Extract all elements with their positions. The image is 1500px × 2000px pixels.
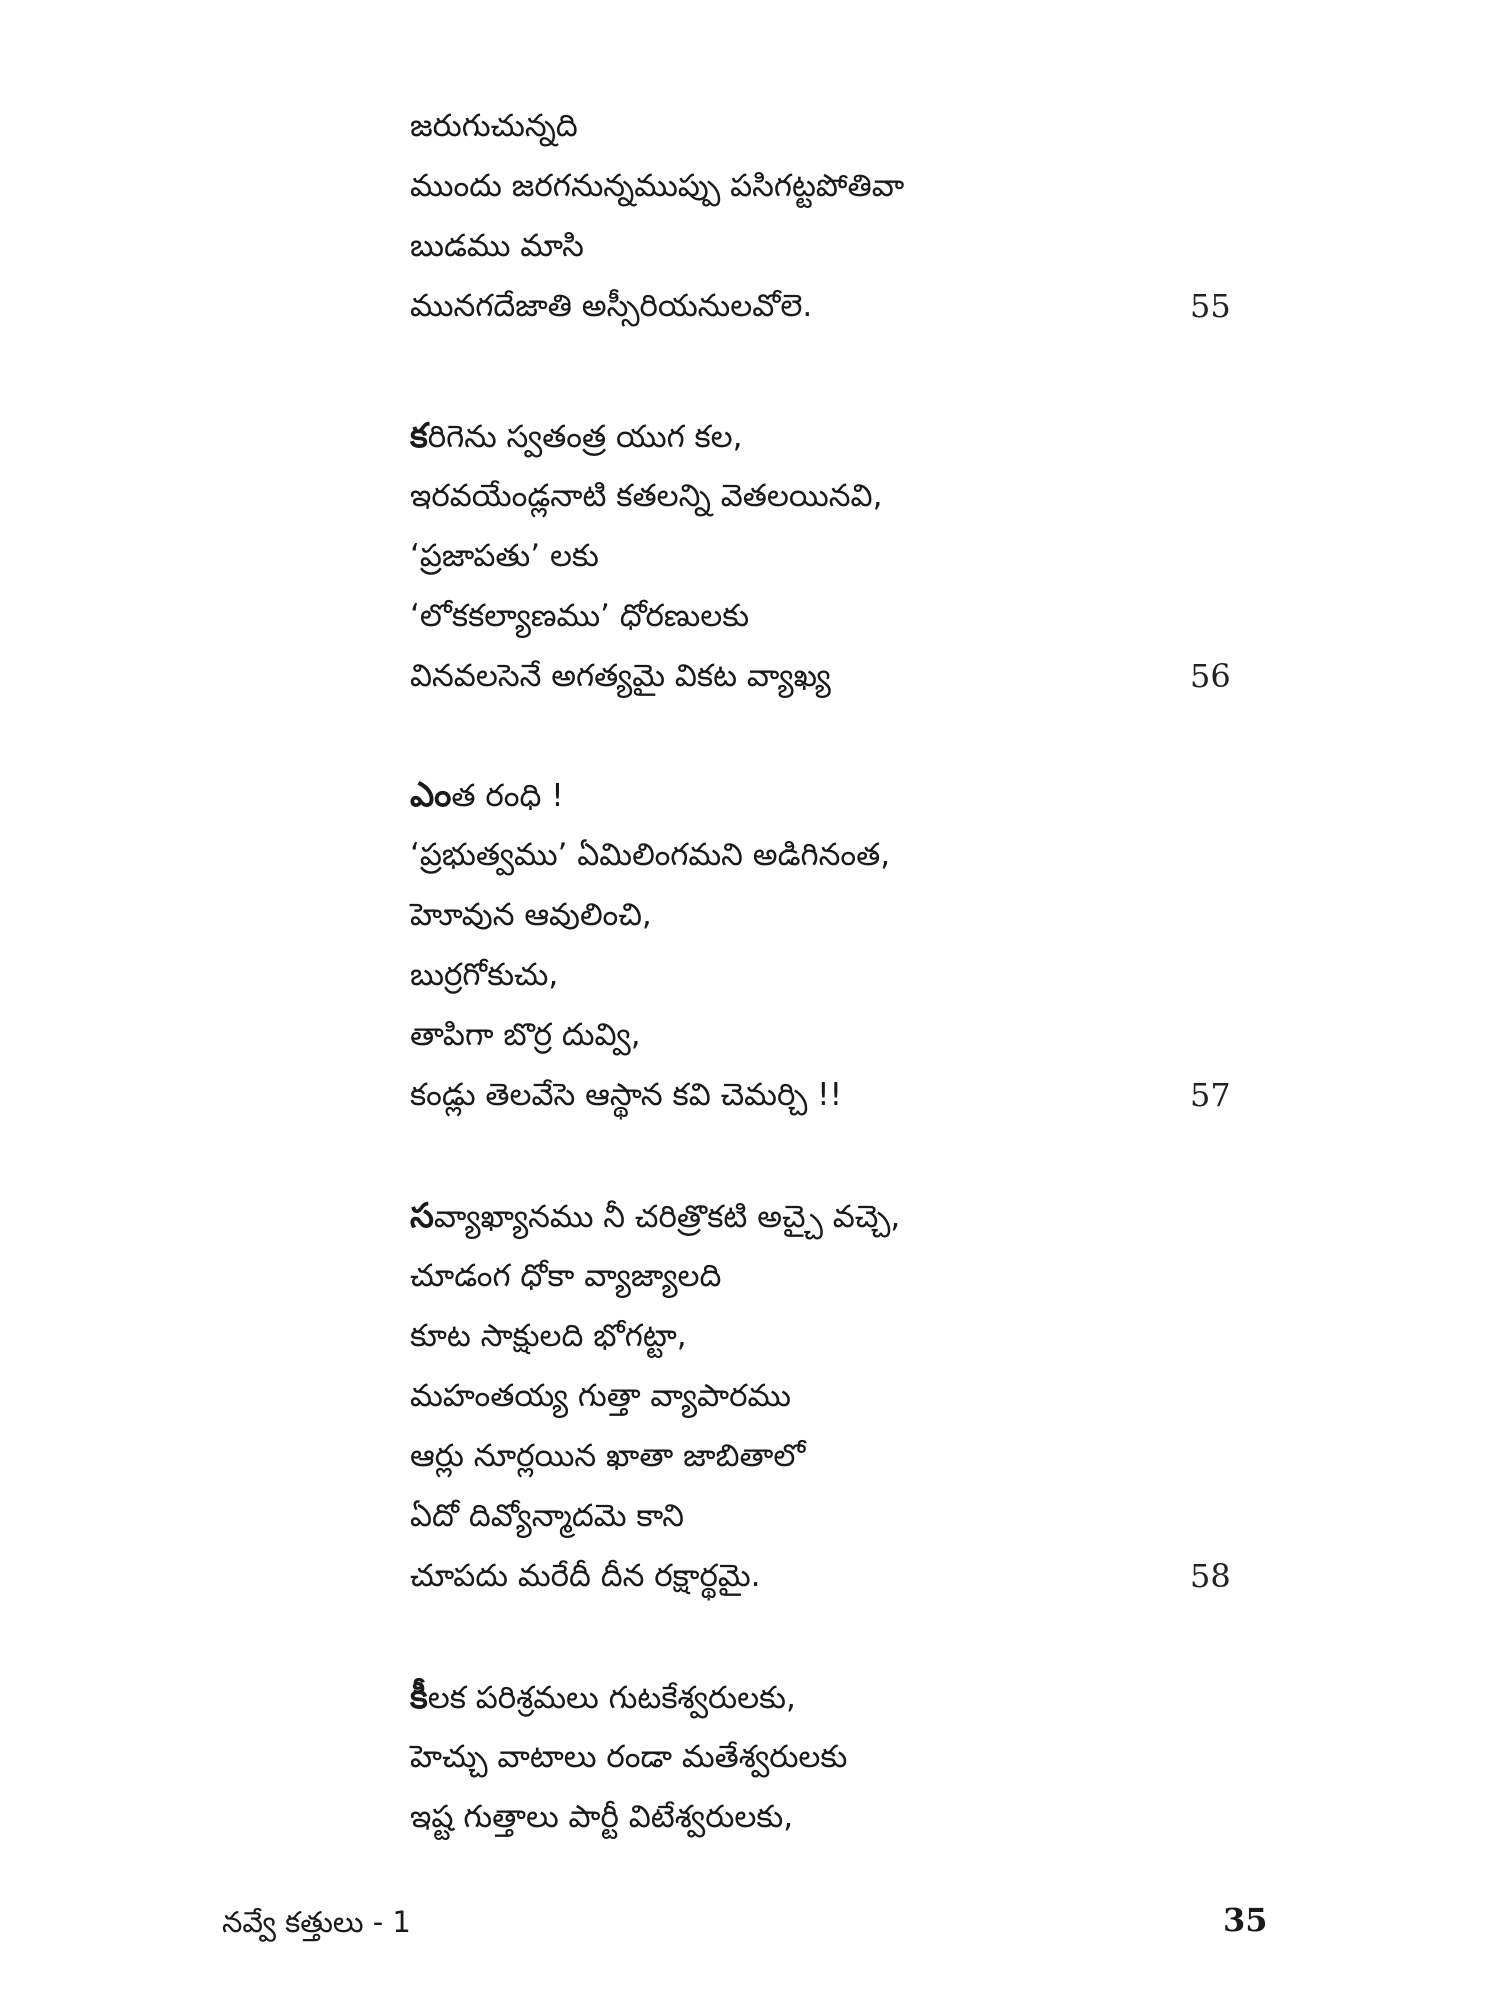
stanza-initial: స — [410, 1196, 434, 1236]
poem-line: ‘ప్రభుత్వము’ ఏమిలింగమని అడిగినంత, — [410, 837, 891, 873]
footer-page-number: 35 — [1223, 1901, 1268, 1939]
stanza-59 — [410, 1667, 1250, 1847]
stanza-initial: క — [410, 416, 428, 456]
verse-number: 57 — [1190, 1076, 1231, 1114]
poem-line: ఎంత రంధి ! — [410, 775, 564, 815]
poem-line: కూట సాక్షులది భోగట్టా, — [410, 1318, 687, 1354]
poem-line: కరిగెను స్వతంత్ర యుగ కల, — [410, 416, 743, 456]
verse-number: 58 — [1190, 1557, 1231, 1595]
poem-line: జరుగుచున్నది — [410, 108, 578, 144]
verse-number: 55 — [1190, 287, 1231, 325]
poem-line: మునగదేజాతి అస్సీరియనులవోలె. 55 — [410, 276, 1250, 336]
poem-line: కండ్లు తెలవేసె ఆస్థాన కవి చెమర్చి !! 57 — [410, 1065, 1250, 1125]
poem-line: ‘లోకకల్యాణము’ ధోరణులకు — [410, 598, 750, 634]
stanza-56 — [410, 406, 1250, 706]
poem-line: ఇష్ట గుత్తాలు పార్టీ విటేశ్వరులకు, — [410, 1799, 794, 1835]
poem-line: ఇరవయేండ్లనాటి కతలన్ని వెతలయినవి, — [410, 478, 883, 514]
footer-book-title: నవ్వే కత్తులు - 1 — [222, 1905, 411, 1939]
stanza-55 — [410, 96, 1250, 336]
poem-line: వినవలసెనే అగత్యమై వికట వ్యాఖ్య 56 — [410, 646, 1250, 706]
poem-line: చూపదు మరేదీ దీన రక్షార్థమై. 58 — [410, 1546, 1250, 1606]
poem-line: కీలక పరిశ్రమలు గుటకేశ్వరులకు, — [410, 1677, 796, 1717]
poem-line: తాపిగా బొర్ర దువ్వి, — [410, 1017, 641, 1053]
poem-line: ముందు జరగనున్నముప్పు పసిగట్టపోతివా — [410, 168, 905, 204]
poem-line: బుర్రగోకుచు, — [410, 957, 559, 993]
poem-line: హెూవున ఆవులించి, — [410, 897, 652, 933]
poem-line: హెచ్చు వాటాలు రండా మతేశ్వరులకు — [410, 1739, 848, 1775]
verse-number: 56 — [1190, 657, 1231, 695]
poem-line: బుడము మాసి — [410, 228, 584, 264]
stanza-initial: ఎం — [410, 775, 452, 815]
poem-line: మహంతయ్య గుత్తా వ్యాపారము — [410, 1378, 791, 1414]
stanza-initial: కీ — [410, 1677, 428, 1717]
poem-line: ఆర్లు నూర్లయిన ఖాతా జాబితాలో — [410, 1438, 806, 1474]
stanza-58 — [410, 1186, 1250, 1606]
poem-line: సవ్యాఖ్యానము నీ చరిత్రొకటి అచ్చై వచ్చె, — [410, 1196, 901, 1236]
poem-line: ఏదో దివ్యోన్మాదమె కాని — [410, 1498, 685, 1534]
poem-line: ‘ప్రజాపతు’ లకు — [410, 538, 599, 574]
stanza-57 — [410, 765, 1250, 1125]
poem-line: చూడంగ ధోకా వ్యాజ్యాలది — [410, 1258, 722, 1294]
